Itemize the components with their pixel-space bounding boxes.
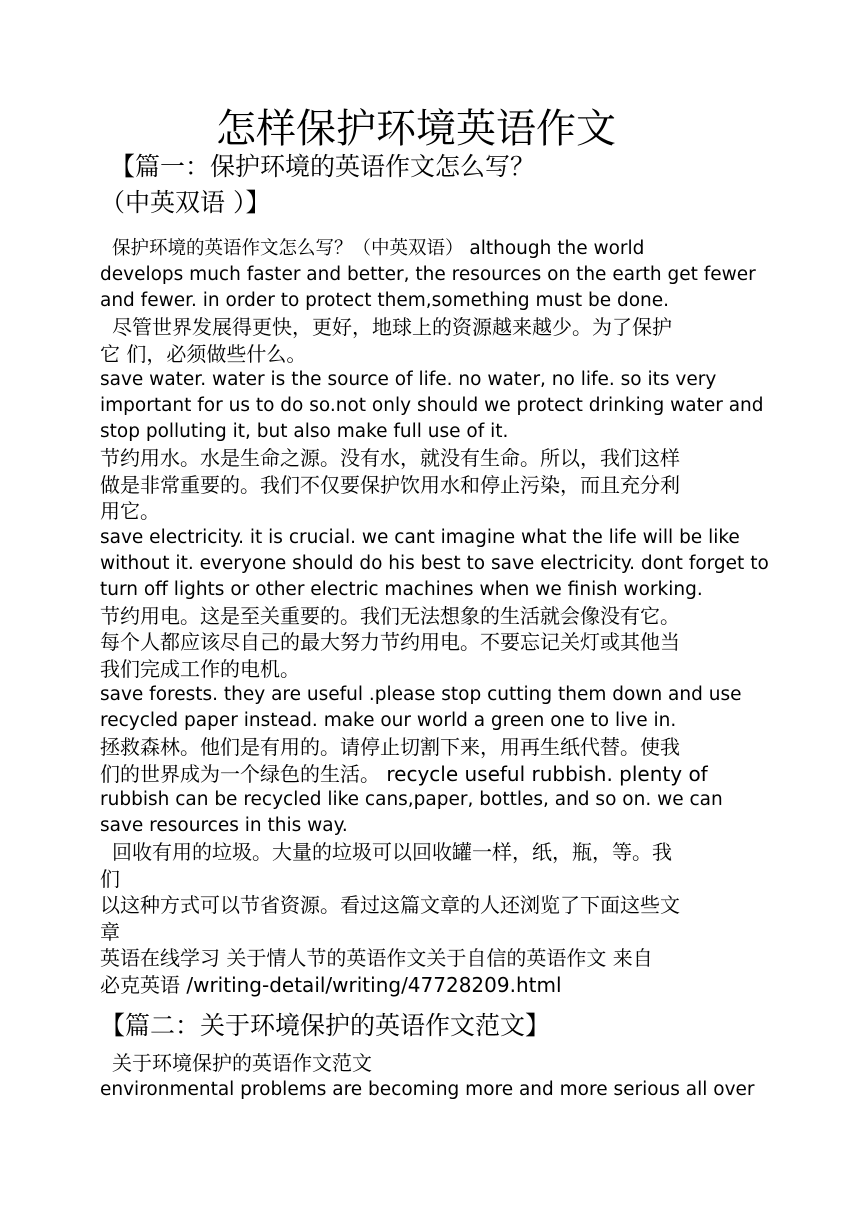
text-line: 用它。 — [100, 499, 160, 523]
text-line: 拯救森林。他们是有用的。请停止切割下来，用再生纸代替。使我 — [100, 735, 680, 759]
text-line: rubbish can be recycled like cans,paper, bottles, and so on. we can — [100, 789, 723, 810]
text-line: 节约用电。这是至关重要的。我们无法想象的生活就会像没有它。 — [100, 603, 680, 628]
text-line: without it. everyone should do his best to save electricity. dont forget to — [100, 552, 769, 574]
text-line: 节约用水。水是生命之源。没有水，就没有生命。所以，我们这样 — [100, 446, 680, 470]
text-line: 英语在线学习 关于情人节的英语作文关于自信的英语作文 来自 — [100, 946, 653, 970]
section-2-first-line: environmental problems are becoming more and more serious all over — [100, 1079, 755, 1100]
text-line: save water. water is the source of life. no water, no life. so its very — [100, 369, 717, 390]
text-line: save resources in this way. — [100, 815, 348, 836]
text-line: 们的世界成为一个绿色的生活。 recycle useful rubbish. plenty of — [100, 761, 708, 786]
text-line: turn off lights or other electric machines when we finish working. — [100, 578, 703, 600]
text-line: 它 们，必须做些什么。 — [100, 341, 307, 366]
text-line: 必克英语 /writing-detail/writing/47728209.html — [100, 972, 562, 997]
section-1-body — [100, 236, 769, 998]
text-line: recycled paper instead. make our world a green one to live in. — [100, 710, 677, 731]
text-line: save forests. they are useful .please stop cutting them down and use — [100, 684, 742, 705]
text-line: save electricity. it is crucial. we cant imagine what the life will be like — [100, 526, 740, 548]
section-2-subtitle: 关于环境保护的英语作文范文 — [112, 1051, 372, 1075]
section-1-heading-line-2: （中英双语 ）】 — [100, 188, 271, 217]
text-line: 章 — [100, 919, 120, 944]
text-line: 回收有用的垃圾。大量的垃圾可以回收罐一样，纸，瓶，等。我 — [112, 840, 672, 864]
section-1-heading-line-1: 【篇一：保护环境的英语作文怎么写？ — [110, 152, 536, 181]
text-line: 我们完成工作的电机。 — [100, 656, 300, 681]
text-line: important for us to do so.not only should we protect drinking water and — [100, 395, 764, 416]
text-line: and fewer. in order to protect them,something must be done. — [100, 290, 670, 311]
text-line: 们 — [100, 866, 120, 891]
text-line: 做是非常重要的。我们不仅要保护饮用水和停止污染，而且充分利 — [100, 472, 680, 497]
text-line: 保护环境的英语作文怎么写？（中英双语） although the world — [112, 238, 645, 259]
text-line: stop polluting it, but also make full use of it. — [100, 421, 509, 442]
document-title: 怎样保护环境英语作文 — [216, 106, 616, 152]
text-line: 每个人都应该尽自己的最大努力节约用电。不要忘记关灯或其他当 — [100, 630, 680, 654]
text-line: develops much faster and better, the resources on the earth get fewer — [100, 264, 756, 285]
section-2-heading: 【篇二：关于环境保护的英语作文范文】 — [100, 1011, 551, 1040]
text-line: 尽管世界发展得更快，更好，地球上的资源越来越少。为了保护 — [112, 315, 672, 339]
text-line: 以这种方式可以节省资源。看过这篇文章的人还浏览了下面这些文 — [100, 893, 680, 917]
